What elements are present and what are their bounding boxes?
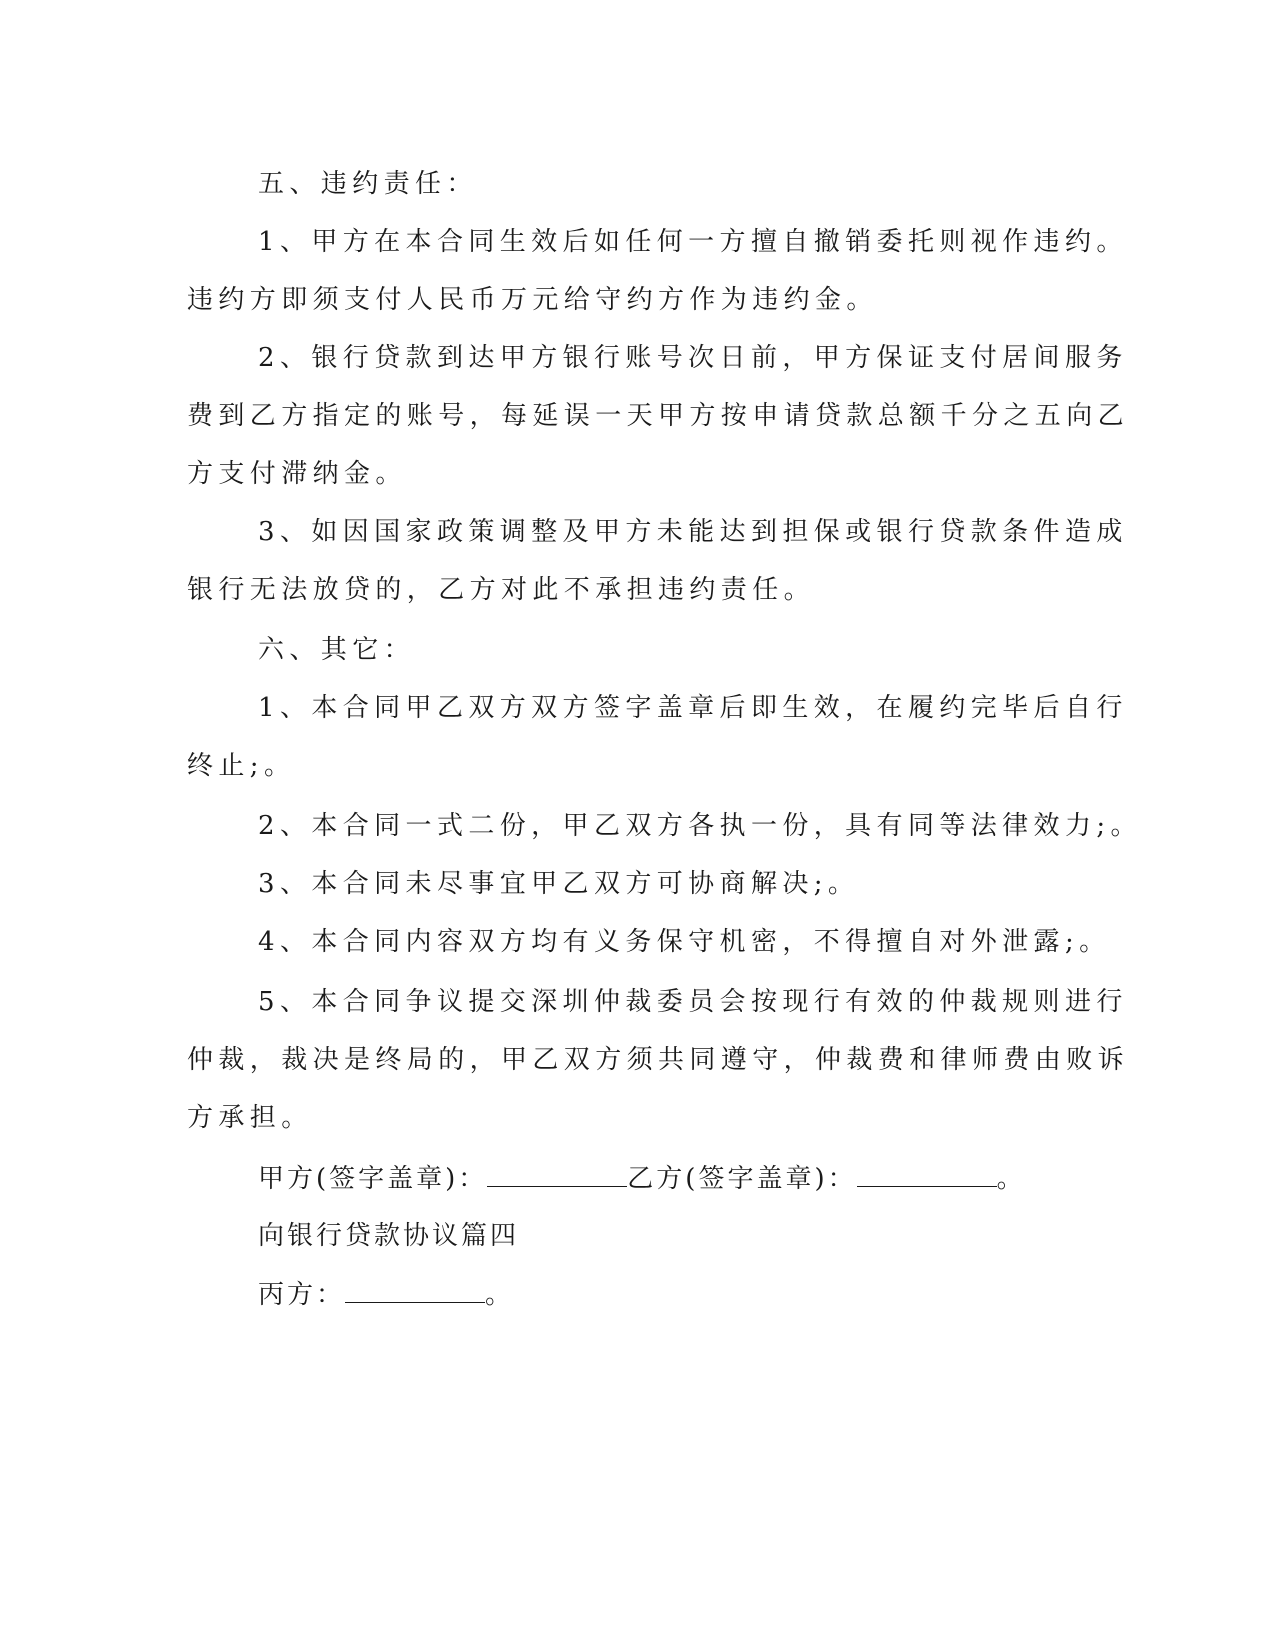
section-6-heading: 六、其它： — [258, 635, 416, 665]
section-6-item-1-line-2: 终止;。 — [187, 751, 296, 781]
party-a-signature-blank — [487, 1162, 627, 1187]
section-5-item-2-line-1: 2、银行贷款到达甲方银行账号次日前，甲方保证支付居间服务 — [258, 343, 1128, 373]
section-5-heading: 五、违约责任： — [258, 169, 478, 199]
section-5-item-2-line-2: 费到乙方指定的账号，每延误一天甲方按申请贷款总额千分之五向乙 — [187, 401, 1130, 431]
party-a-signature-label: 甲方(签字盖章)： — [258, 1164, 488, 1194]
section-5-item-3-line-1: 3、如因国家政策调整及甲方未能达到担保或银行贷款条件造成 — [258, 517, 1128, 547]
section-6-item-5-line-2: 仲裁，裁决是终局的，甲乙双方须共同遵守，仲裁费和律师费由败诉 — [187, 1045, 1130, 1075]
section-5-item-1-line-2: 违约方即须支付人民币万元给守约方作为违约金。 — [187, 285, 878, 315]
section-6-item-1-line-1: 1、本合同甲乙双方双方签字盖章后即生效，在履约完毕后自行 — [258, 693, 1128, 723]
party-c-blank — [345, 1278, 485, 1303]
signature-line — [258, 1162, 1026, 1195]
party-b-signature-blank — [857, 1162, 997, 1187]
section-6-item-3: 3、本合同未尽事宜甲乙双方可协商解决;。 — [258, 869, 860, 899]
party-c-label: 丙方： — [258, 1280, 346, 1310]
section-5-item-2-line-3: 方支付滞纳金。 — [187, 459, 407, 489]
signature-end-mark: 。 — [996, 1164, 1026, 1194]
party-b-signature-label: 乙方(签字盖章)： — [627, 1164, 857, 1194]
section-6-item-5-line-3: 方承担。 — [187, 1103, 313, 1133]
party-c-end-mark: 。 — [485, 1280, 515, 1310]
section-6-item-4: 4、本合同内容双方均有义务保守机密，不得擅自对外泄露;。 — [258, 927, 1111, 957]
party-c-line — [258, 1278, 514, 1311]
section-6-item-5-line-1: 5、本合同争议提交深圳仲裁委员会按现行有效的仲裁规则进行 — [258, 987, 1128, 1017]
section-5-item-3-line-2: 银行无法放贷的，乙方对此不承担违约责任。 — [187, 575, 816, 605]
next-agreement-title: 向银行贷款协议篇四 — [258, 1221, 520, 1251]
section-5-item-1-line-1: 1、甲方在本合同生效后如任何一方擅自撤销委托则视作违约。 — [258, 227, 1128, 257]
section-6-item-2: 2、本合同一式二份，甲乙双方各执一份，具有同等法律效力;。 — [258, 811, 1142, 841]
